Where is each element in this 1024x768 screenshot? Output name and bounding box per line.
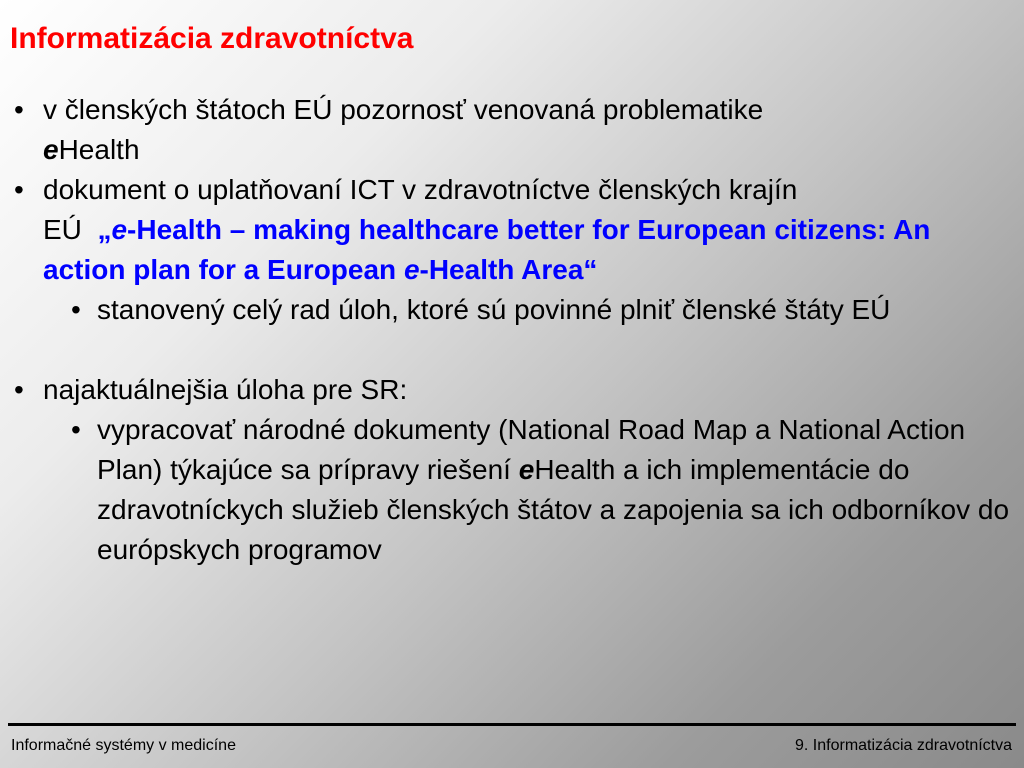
slide-title: Informatizácia zdravotníctva [10,22,414,55]
bullet-marker: • [14,374,24,405]
bullet-item-member-states [10,90,1015,170]
bullet-marker: • [71,414,81,445]
ehealth-e-prefix: e [43,134,59,165]
bullet-marker: • [14,174,24,205]
bullet-text: najaktuálnejšia úloha pre SR: [43,374,408,405]
document-title-e1: e [111,214,128,245]
bullet-text: stanovený celý rad úloh, ktoré sú povinné plniť členské štáty EÚ [97,294,891,325]
footer-divider [8,723,1016,726]
ehealth-e-prefix: e [518,454,535,485]
bullet-marker: • [71,294,81,325]
sub-bullet-item-national-documents [10,410,1015,570]
bullet-item-current-task [10,370,1015,410]
sub-bullet-item-tasks [10,290,1015,330]
document-title-part2: -Health Area“ [419,254,598,285]
bullet-list [10,90,1015,570]
document-title [43,214,930,285]
document-title-part1: -Health – making healthcare better for European citizens: An action plan for a European [43,214,931,285]
document-title-e2: e [403,254,420,285]
bullet-text: dokument o uplatňovaní ICT v zdravotníctve členských krajín [43,174,798,205]
ehealth-suffix: Health [58,134,140,165]
bullet-item-ict-document [10,170,1015,290]
bullet-text: v členských štátoch EÚ pozornosť venovaná problematike [43,94,764,125]
bullet-marker: • [14,94,24,125]
document-prefix: EÚ [43,214,98,245]
bullet-text-after: Health a ich implementácie do zdravotníckych služieb členských štátov a zapojenia sa ich odborníkov do európskych programov [97,454,1010,565]
footer-course-name: Informačné systémy v medicíne [11,737,236,754]
footer-chapter-name: 9. Informatizácia zdravotníctva [795,737,1012,754]
document-title-open-quote: „ [97,214,112,245]
bullet-text-before: vypracovať národné dokumenty (National Road Map a National Action Plan) týkajúce sa prípravy riešení [97,414,966,485]
